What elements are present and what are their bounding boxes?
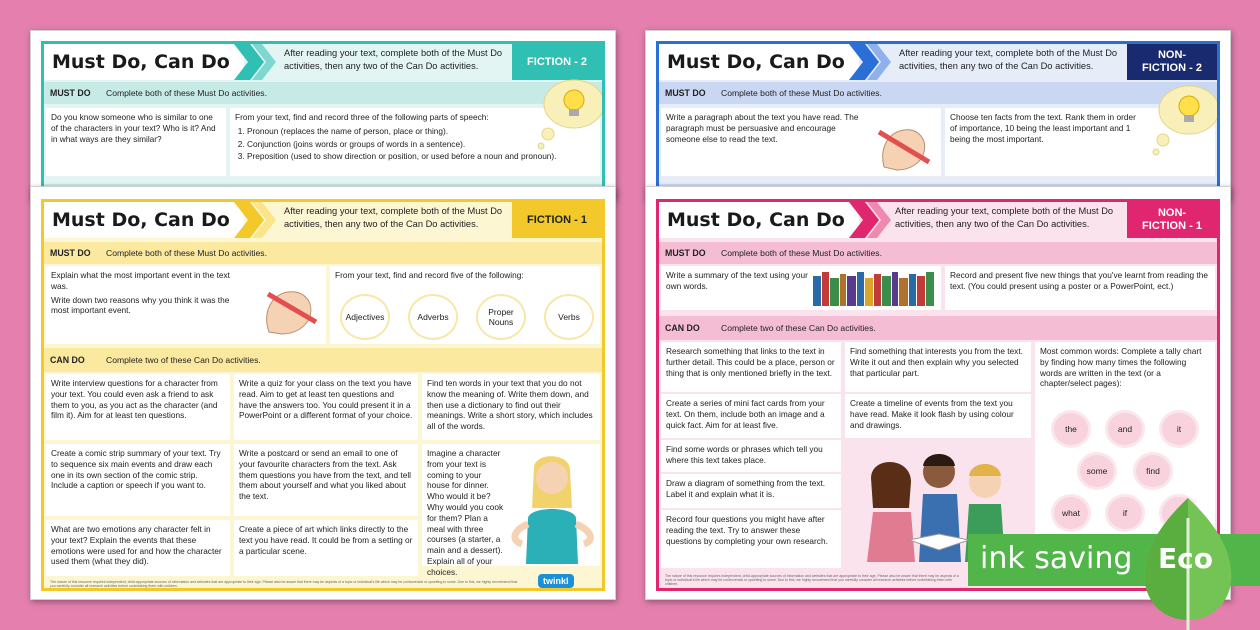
chevron-arrows-icon <box>234 202 278 238</box>
can-do-activity: Write a postcard or send an email to one of your favourite characters from the text. Ask them questions you have from the text, and tell them about yourself and what you liked about the text. <box>234 444 418 516</box>
must-do-text-2: Write down two reasons why you think it was the most important event. <box>51 294 230 316</box>
lightbulb-thought-icon <box>1151 80 1220 156</box>
must-do-instruction: Complete both of these Must Do activities. <box>721 247 882 258</box>
must-do-label: MUST DO <box>50 87 91 98</box>
can-do-activity: Find something that interests you from the text. Write it out and then explain why you selected that particular part. <box>845 342 1031 392</box>
must-do-row <box>659 82 1217 104</box>
must-do-instruction: Complete both of these Must Do activities. <box>721 87 882 98</box>
footer-disclaimer: The nature of this resource requires independent, child-appropriate sources of information and websites that are appropriate to their age. Please also be aware that there may be aspects of a topic or individual's life which may be controversial or upsetting to some. Due to this, we highly recommend that you carefully consider all research activities before undertaking them with children. <box>665 574 959 586</box>
can-do-instruction: Complete two of these Can Do activities. <box>106 354 261 365</box>
word-type-circle: Verbs <box>544 294 594 340</box>
parts-of-speech-intro: From your text, find and record three of the following parts of speech: <box>235 112 489 122</box>
hand-writing-icon <box>869 112 939 172</box>
list-item: 2. Conjunction (joins words or groups of words in a sentence). <box>247 139 595 150</box>
can-do-row <box>659 316 1217 340</box>
books-shelf-illustration <box>811 270 941 308</box>
can-do-activity: Record four questions you might have after reading the text. Try to answer these questions by completing your own research. <box>661 510 841 568</box>
intro-text: After reading your text, complete both of the Must Do activities, then any two of the Can Do activities. <box>284 48 503 71</box>
sheet-tag: FICTION - 2 <box>512 44 602 80</box>
must-do-right-cell: Choose ten facts from the text. Rank them in order of importance, 10 being the least important and 1 being the most important. <box>945 108 1215 176</box>
can-do-activity: Draw a diagram of something from the text. Label it and explain what it is. <box>661 474 841 508</box>
list-item: 1. Pronoun (replaces the name of person, place or thing). <box>247 126 595 137</box>
page-title: Must Do, Can Do <box>659 44 859 80</box>
sheet-tag: FICTION - 1 <box>512 202 602 238</box>
can-do-activity: Create a piece of art which links directly to the text you have read. It could be from a setting or a particular scene. <box>234 520 418 576</box>
must-do-left-cell: Write a paragraph about the text you have read. The paragraph must be persuasive and encourage someone else to read the text. <box>661 108 941 176</box>
find-record-intro: From your text, find and record five of the following: <box>335 270 524 280</box>
hand-writing-icon <box>254 272 324 336</box>
can-do-activity: Research something that links to the text in further detail. This could be a place, person or thing that is only mentioned briefly in the text. <box>661 342 841 392</box>
can-do-activity: Write a quiz for your class on the text you have read. Aim to get at least ten questions and have the answers too. You could present it in a PowerPoint or a different format of your choice. <box>234 374 418 440</box>
must-do-left-cell: Write a summary of the text using your own words. <box>661 266 941 310</box>
can-do-activity: Create a timeline of events from the text you have read. Make it look flash by using colour and drawings. <box>845 394 1031 438</box>
can-do-row <box>44 348 602 372</box>
intro-text: After reading your text, complete both of the Must Do activities, then any two of the Can Do activities. <box>899 48 1118 71</box>
can-do-instruction: Complete two of these Can Do activities. <box>721 322 876 333</box>
page-title: Must Do, Can Do <box>659 202 859 238</box>
page-title: Must Do, Can Do <box>44 44 244 80</box>
twinkl-logo: twinkl <box>538 574 574 588</box>
must-do-label: MUST DO <box>665 87 706 98</box>
can-do-activity: Find some words or phrases which tell you where this text takes place. <box>661 440 841 472</box>
must-do-instruction: Complete both of these Must Do activities. <box>106 87 267 98</box>
footer-disclaimer: The nature of this resource requires independent, child-appropriate sources of information and websites that are appropriate to their age. Please also be aware that there may be aspects of a topic or individual's life which may be controversial or upsetting to some. Due to this, we highly recommend that you carefully consider all research activities before undertaking them with children. <box>50 580 518 588</box>
must-do-left-cell: Do you know someone who is similar to one of the characters in your text? Who is it? And in what ways are they similar? <box>46 108 226 176</box>
sheet-tag: NON- FICTION - 1 <box>1127 202 1217 238</box>
word-type-circle: Adjectives <box>340 294 390 340</box>
must-do-instruction: Complete both of these Must Do activities. <box>106 247 267 258</box>
chevron-arrows-icon <box>849 202 893 238</box>
can-do-activity: Imagine a character from your text is coming to your house for dinner. Who would it be? Why would you cook for them? Plan a meal with three courses (a starter, a main and a dessert). Explain all of your choices. <box>422 444 600 566</box>
chevron-arrows-icon <box>849 44 893 80</box>
lightbulb-thought-icon <box>536 74 605 150</box>
ink-saving-label: ink saving <box>980 541 1133 576</box>
worksheet-nonfiction-2 <box>645 30 1231 200</box>
word-type-circle: Adverbs <box>408 294 458 340</box>
word-circle: the <box>1051 410 1091 448</box>
eco-label: Eco <box>1158 542 1213 575</box>
word-circle: and <box>1105 410 1145 448</box>
must-do-right-cell: Record and present five new things that you've learnt from reading the text. (You could present using a poster or a PowerPoint, ect.) <box>945 266 1215 310</box>
chevron-arrows-icon <box>234 44 278 80</box>
word-circle: what <box>1051 494 1091 532</box>
must-do-row <box>659 242 1217 264</box>
page-title: Must Do, Can Do <box>44 202 244 238</box>
girl-character-illustration <box>504 448 600 564</box>
can-do-activity: What are two emotions any character felt in your text? Explain the events that these emotions were used for and how the character used them (what they did). <box>46 520 230 576</box>
must-do-row <box>44 82 602 104</box>
must-do-text-1: Explain what the most important event in the text was. <box>51 270 230 291</box>
can-do-label: CAN DO <box>665 322 700 333</box>
word-circle: it <box>1159 410 1199 448</box>
word-circle: some <box>1077 452 1117 490</box>
can-do-label: CAN DO <box>50 354 85 365</box>
can-do-activity: Create a comic strip summary of your text. Try to sequence six main events and draw each one in its own section of the comic strip. Include a caption or speech if you want to. <box>46 444 230 516</box>
sheet-tag: NON- FICTION - 2 <box>1127 44 1217 80</box>
must-do-label: MUST DO <box>665 247 706 258</box>
intro-text: After reading your text, complete both of the Must Do activities, then any two of the Can Do activities. <box>895 206 1114 229</box>
must-do-row <box>44 242 602 264</box>
word-circle: if <box>1105 494 1145 532</box>
worksheet-fiction-1 <box>30 186 616 600</box>
word-circle: find <box>1133 452 1173 490</box>
must-do-label: MUST DO <box>50 247 91 258</box>
tally-intro: Most common words: Complete a tally chart by finding how many times the following words are written in the text (or a chapter/select pages): <box>1040 346 1202 389</box>
list-item: 3. Preposition (used to show direction or position, or used before a noun and pronoun). <box>247 151 595 162</box>
can-do-activity: Write interview questions for a character from your text. You could even ask a friend to ask them to you, as you act as the character (and film it). Aim for at least ten questions. <box>46 374 230 440</box>
intro-text: After reading your text, complete both of the Must Do activities, then any two of the Can Do activities. <box>284 206 503 229</box>
can-do-activity: Create a series of mini fact cards from your text. On them, include both an image and a quick fact. Aim for at least five. <box>661 394 841 438</box>
worksheet-fiction-2 <box>30 30 616 200</box>
word-type-circle: Proper Nouns <box>476 294 526 340</box>
can-do-activity: Find ten words in your text that you do not know the meaning of. Write them down, and then use a dictionary to find out their meanings. Write a short story, which includes all of the words. <box>422 374 600 440</box>
